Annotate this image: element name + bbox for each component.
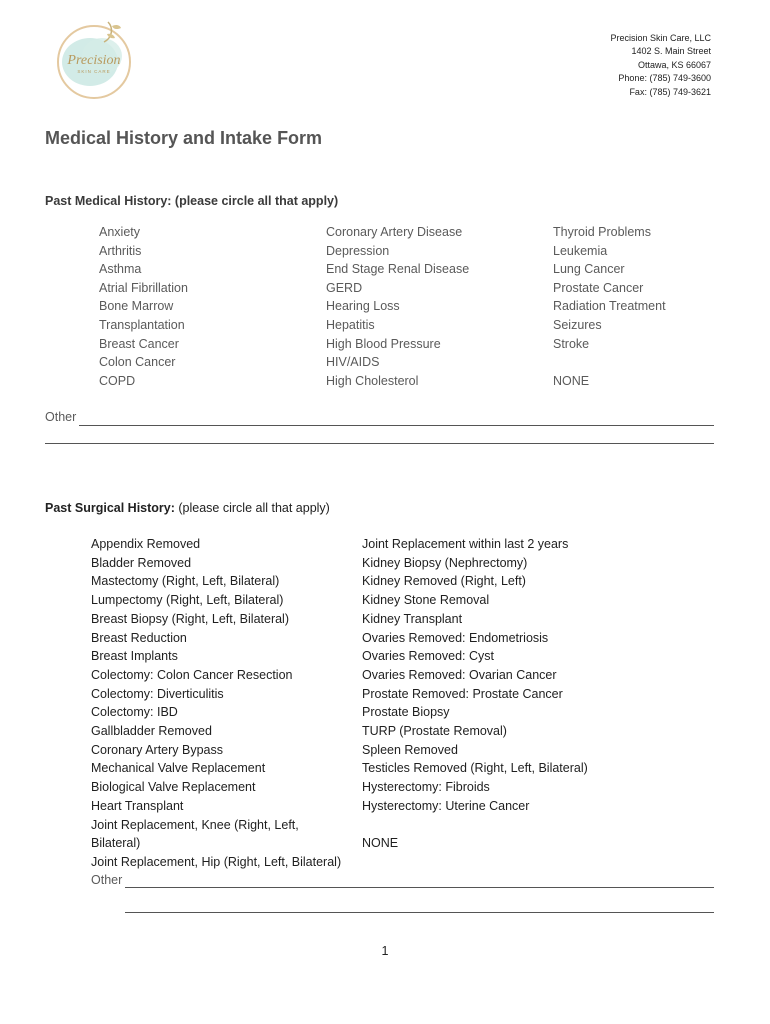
condition-item[interactable]: Coronary Artery Disease bbox=[326, 225, 463, 239]
procedure-item[interactable]: Kidney Stone Removal bbox=[362, 593, 490, 608]
company-info bbox=[610, 32, 711, 99]
procedure-item[interactable]: Joint Replacement within last 2 years bbox=[362, 537, 569, 551]
logo-graphic bbox=[50, 12, 142, 104]
condition-item[interactable]: Hepatitis bbox=[326, 317, 375, 332]
form-title: Medical History and Intake Form bbox=[45, 128, 323, 148]
condition-item[interactable]: High Blood Pressure bbox=[326, 336, 441, 351]
procedure-item[interactable]: Breast Implants bbox=[91, 649, 178, 664]
procedure-item[interactable]: Kidney Biopsy (Nephrectomy) bbox=[362, 555, 528, 570]
spacer-item bbox=[553, 353, 666, 372]
procedure-item[interactable]: Bladder Removed bbox=[91, 555, 192, 570]
condition-item[interactable]: Asthma bbox=[99, 262, 142, 277]
condition-item[interactable]: End Stage Renal Disease bbox=[326, 262, 470, 277]
past-surgical-heading bbox=[45, 501, 330, 515]
condition-item[interactable]: Anxiety bbox=[99, 225, 140, 239]
procedure-item[interactable]: Ovaries Removed: Endometriosis bbox=[362, 630, 549, 645]
condition-item[interactable]: COPD bbox=[99, 373, 136, 388]
procedure-item[interactable]: Bilateral) bbox=[91, 836, 141, 851]
procedure-item[interactable]: Spleen Removed bbox=[362, 742, 458, 757]
none-option[interactable]: NONE bbox=[362, 836, 399, 851]
procedure-item[interactable]: Joint Replacement, Hip (Right, Left, Bilateral) bbox=[91, 854, 342, 869]
condition-item[interactable]: Thyroid Problems bbox=[553, 225, 651, 239]
past-medical-column-3 bbox=[553, 223, 666, 390]
procedure-item[interactable]: Testicles Removed (Right, Left, Bilateral) bbox=[362, 761, 588, 776]
condition-item[interactable]: Bone Marrow bbox=[99, 299, 174, 314]
logo-sub: SKIN CARE bbox=[77, 69, 111, 74]
procedure-item[interactable]: Prostate Removed: Prostate Cancer bbox=[362, 686, 563, 701]
procedure-item[interactable]: Hysterectomy: Uterine Cancer bbox=[362, 798, 530, 813]
condition-item[interactable]: HIV/AIDS bbox=[326, 355, 380, 370]
condition-item[interactable]: Lung Cancer bbox=[553, 262, 625, 277]
procedure-item[interactable]: Breast Biopsy (Right, Left, Bilateral) bbox=[91, 611, 289, 626]
procedure-item[interactable]: TURP (Prostate Removal) bbox=[362, 724, 507, 739]
procedure-item[interactable]: Kidney Transplant bbox=[362, 611, 463, 626]
condition-item[interactable]: Prostate Cancer bbox=[553, 280, 644, 295]
condition-item[interactable]: Breast Cancer bbox=[99, 336, 179, 351]
condition-item[interactable]: Radiation Treatment bbox=[553, 299, 666, 314]
past-surgical-column-1 bbox=[91, 535, 341, 872]
company-phone: Phone: (785) 749-3600 bbox=[618, 73, 711, 84]
procedure-item[interactable]: Hysterectomy: Fibroids bbox=[362, 780, 490, 795]
procedure-item[interactable]: Heart Transplant bbox=[91, 798, 184, 813]
condition-item[interactable]: Leukemia bbox=[553, 243, 608, 258]
procedure-item[interactable]: Lumpectomy (Right, Left, Bilateral) bbox=[91, 593, 284, 608]
procedure-item[interactable]: Gallbladder Removed bbox=[91, 724, 212, 739]
past-medical-other-line-2[interactable] bbox=[45, 443, 714, 444]
past-surgical-column-2 bbox=[362, 535, 588, 853]
procedure-item[interactable]: Appendix Removed bbox=[91, 537, 201, 551]
past-surgical-other-line-1[interactable] bbox=[125, 887, 714, 888]
procedure-item[interactable]: Mechanical Valve Replacement bbox=[91, 761, 266, 776]
procedure-item[interactable]: Colectomy: Colon Cancer Resection bbox=[91, 667, 293, 682]
page-number: 1 bbox=[381, 944, 389, 958]
procedure-item[interactable]: Mastectomy (Right, Left, Bilateral) bbox=[91, 574, 280, 589]
past-medical-other-label: Other bbox=[45, 410, 77, 424]
condition-item[interactable]: Depression bbox=[326, 243, 390, 258]
procedure-item[interactable]: Prostate Biopsy bbox=[362, 705, 450, 720]
condition-item[interactable]: Stroke bbox=[553, 336, 590, 351]
procedure-item[interactable]: Ovaries Removed: Ovarian Cancer bbox=[362, 667, 557, 682]
procedure-item[interactable]: Biological Valve Replacement bbox=[91, 780, 256, 795]
past-medical-heading: Past Medical History: (please circle all that apply) bbox=[45, 194, 339, 208]
company-logo bbox=[50, 12, 142, 104]
condition-item[interactable]: Seizures bbox=[553, 317, 602, 332]
logo-name: Precision bbox=[67, 53, 121, 68]
procedure-item[interactable]: Ovaries Removed: Cyst bbox=[362, 649, 494, 664]
company-city: Ottawa, KS 66067 bbox=[637, 59, 711, 70]
procedure-item[interactable]: Breast Reduction bbox=[91, 630, 187, 645]
spacer-item bbox=[362, 816, 588, 835]
past-surgical-heading-bold: Past Surgical History: bbox=[45, 501, 175, 515]
past-surgical-heading-rest: (please circle all that apply) bbox=[174, 501, 330, 515]
condition-item[interactable]: Colon Cancer bbox=[99, 355, 176, 370]
company-name: Precision Skin Care, LLC bbox=[610, 33, 711, 43]
past-medical-other-line-1[interactable] bbox=[79, 425, 714, 426]
condition-item[interactable]: Atrial Fibrillation bbox=[99, 280, 188, 295]
none-option[interactable]: NONE bbox=[553, 373, 590, 388]
procedure-item[interactable]: Kidney Removed (Right, Left) bbox=[362, 574, 526, 589]
past-medical-column-1 bbox=[99, 223, 188, 390]
past-surgical-other-label: Other bbox=[91, 873, 123, 887]
condition-item[interactable]: Transplantation bbox=[99, 317, 185, 332]
company-fax: Fax: (785) 749-3621 bbox=[629, 86, 711, 97]
past-surgical-other-line-2[interactable] bbox=[125, 912, 714, 913]
condition-item[interactable]: GERD bbox=[326, 280, 363, 295]
condition-item[interactable]: Arthritis bbox=[99, 243, 142, 258]
condition-item[interactable]: High Cholesterol bbox=[326, 373, 419, 388]
procedure-item[interactable]: Coronary Artery Bypass bbox=[91, 742, 223, 757]
company-street: 1402 S. Main Street bbox=[631, 46, 711, 57]
procedure-item[interactable]: Colectomy: IBD bbox=[91, 705, 178, 720]
procedure-item[interactable]: Colectomy: Diverticulitis bbox=[91, 686, 224, 701]
past-medical-column-2 bbox=[326, 223, 469, 390]
condition-item[interactable]: Hearing Loss bbox=[326, 299, 400, 314]
procedure-item[interactable]: Joint Replacement, Knee (Right, Left, bbox=[91, 817, 299, 832]
